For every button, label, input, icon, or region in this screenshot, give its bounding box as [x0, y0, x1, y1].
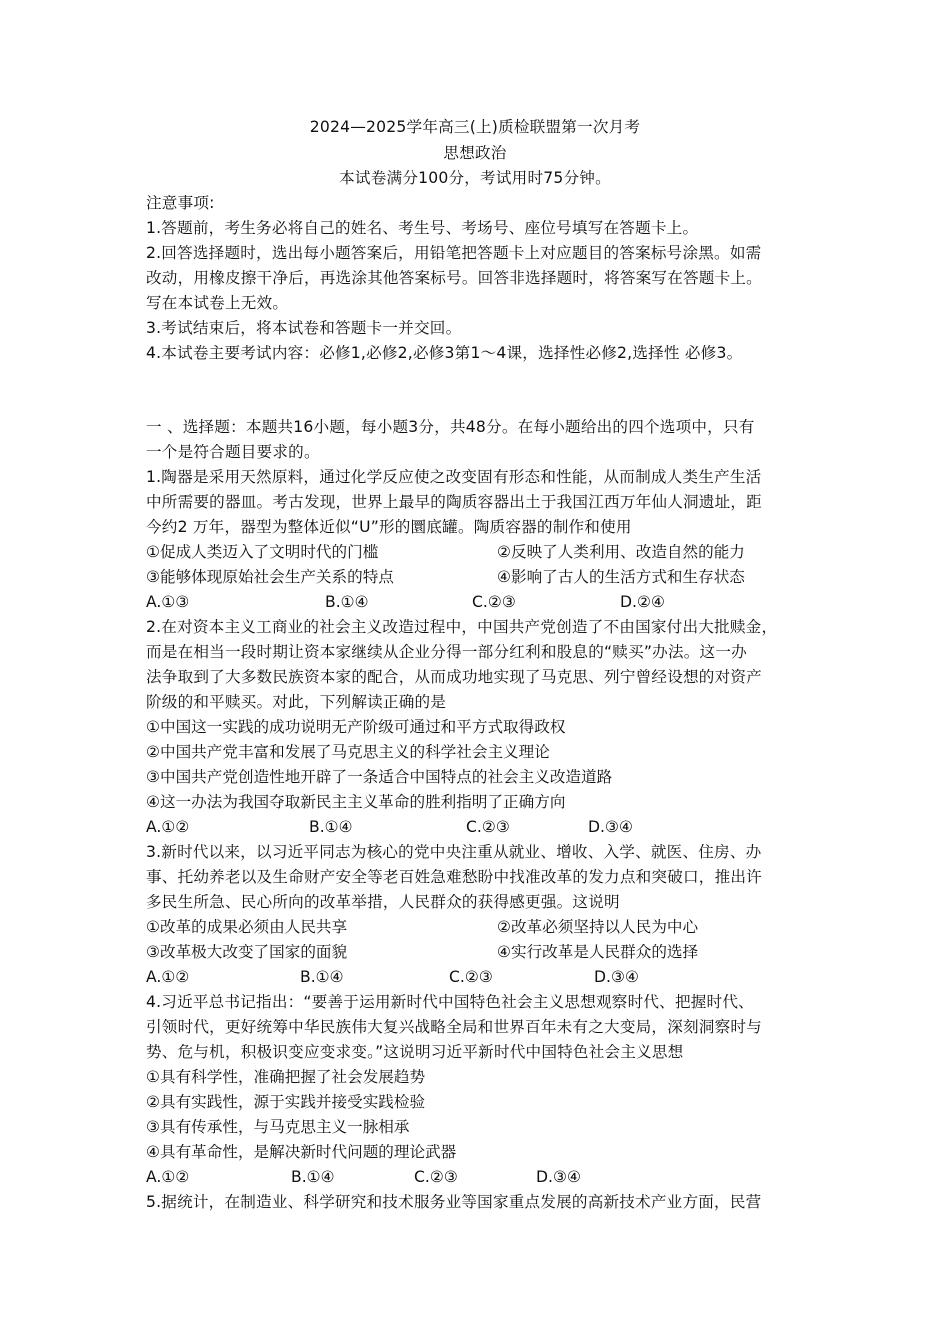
note-line: 4.本试卷主要考试内容：必修1,必修2,必修3第1～4课，选择性必修2,选择性 必修3。 [146, 344, 743, 362]
statement-4: ④具有革命性，是解决新时代问题的理论武器 [146, 1143, 457, 1161]
option-a: A.①② [146, 1168, 190, 1186]
statement-3: ③中国共产党创造性地开辟了一条适合中国特点的社会主义改造道路 [146, 768, 613, 786]
note-line: 3.考试结束后，将本试卷和答题卡一并交回。 [146, 319, 462, 337]
exam-title: 2024—2025学年高三(上)质检联盟第一次月考 [309, 118, 641, 136]
question-stem: 法争取到了大多数民族资本家的配合，从而成功地实现了马克思、列宁曾经设想的对资产 [146, 668, 762, 686]
statement-3: ③改革极大改变了国家的面貌 [146, 943, 348, 961]
statement-2: ②改革必须坚持以人民为中心 [497, 918, 699, 936]
statement-2: ②反映了人类利用、改造自然的能力 [497, 543, 745, 561]
option-b: B.①④ [291, 1168, 335, 1186]
note-line: 2.回答选择题时，选出每小题答案后，用铅笔把答题卡上对应题目的答案标号涂黑。如需 [146, 244, 762, 262]
statement-3: ③具有传承性，与马克思主义一脉相承 [146, 1118, 410, 1136]
option-c: C.②③ [449, 968, 493, 986]
exam-info: 本试卷满分100分，考试用时75分钟。 [339, 169, 611, 187]
statement-4: ④实行改革是人民群众的选择 [497, 943, 699, 961]
question-stem: 势、危与机，积极识变应变求变。”这说明习近平新时代中国特色社会主义思想 [146, 1043, 684, 1061]
statement-1: ①改革的成果必须由人民共享 [146, 918, 348, 936]
statement-1: ①具有科学性，准确把握了社会发展趋势 [146, 1068, 426, 1086]
option-a: A.①③ [146, 593, 190, 611]
question-stem: 1.陶器是采用天然原料，通过化学反应使之改变固有形态和性能，从而制成人类生产生活 [146, 468, 762, 486]
note-line: 写在本试卷上无效。 [146, 294, 289, 312]
statement-4: ④这一办法为我国夺取新民主主义革命的胜利指明了正确方向 [146, 793, 566, 811]
note-line: 改动，用橡皮擦干净后，再选涂其他答案标号。回答非选择题时，将答案写在答题卡上。 [146, 269, 762, 287]
question-stem: 今约2 万年，器型为整体近似“U”形的圜底罐。陶质容器的制作和使用 [146, 518, 632, 536]
option-b: B.①④ [309, 818, 353, 836]
note-line: 1.答题前，考生务必将自己的姓名、考生号、考场号、座位号填写在答题卡上。 [146, 219, 699, 237]
option-c: C.②③ [466, 818, 510, 836]
section-instruction: 一 、选择题：本题共16小题，每小题3分，共48分。在每小题给出的四个选项中，只有 [146, 418, 755, 436]
notes-heading: 注意事项: [146, 194, 215, 212]
question-stem: 多民生所急、民心所向的改革举措，人民群众的获得感更强。这说明 [146, 893, 620, 911]
statement-1: ①促成人类迈入了文明时代的门槛 [146, 543, 379, 561]
statement-1: ①中国这一实践的成功说明无产阶级可通过和平方式取得政权 [146, 718, 566, 736]
statement-3: ③能够体现原始社会生产关系的特点 [146, 568, 394, 586]
option-a: A.①② [146, 968, 190, 986]
option-d: D.③④ [594, 968, 639, 986]
option-a: A.①② [146, 818, 190, 836]
question-stem: 3.新时代以来，以习近平同志为核心的党中央注重从就业、增收、入学、就医、住房、办 [146, 843, 762, 861]
option-b: B.①④ [325, 593, 369, 611]
question-stem: 事、托幼养老以及生命财产安全等老百姓急难愁盼中找准改革的发力点和突破口，推出许 [146, 868, 762, 886]
option-d: D.③④ [588, 818, 633, 836]
question-stem: 中所需要的器皿。考古发现，世界上最早的陶质容器出土于我国江西万年仙人洞遗址，距 [146, 493, 762, 511]
option-c: C.②③ [472, 593, 516, 611]
statement-2: ②中国共产党丰富和发展了马克思主义的科学社会主义理论 [146, 743, 550, 761]
option-b: B.①④ [300, 968, 344, 986]
option-d: D.③④ [536, 1168, 581, 1186]
question-stem: 5.据统计，在制造业、科学研究和技术服务业等国家重点发展的高新技术产业方面，民营 [146, 1193, 762, 1211]
option-c: C.②③ [414, 1168, 458, 1186]
question-stem: 4.习近平总书记指出：“要善于运用新时代中国特色社会主义思想观察时代、把握时代、 [146, 993, 754, 1011]
statement-4: ④影响了古人的生活方式和生存状态 [497, 568, 745, 586]
option-d: D.②④ [620, 593, 665, 611]
question-stem: 而是在相当一段时期让资本家继续从企业分得一部分红利和股息的“赎买”办法。这一办 [146, 643, 747, 661]
question-stem: 引领时代，更好统筹中华民族伟大复兴战略全局和世界百年未有之大变局，深刻洞察时与 [146, 1018, 762, 1036]
question-stem: 2.在对资本主义工商业的社会主义改造过程中，中国共产党创造了不由国家付出大批赎金， [146, 618, 778, 636]
statement-2: ②具有实践性，源于实践并接受实践检验 [146, 1093, 426, 1111]
subject-title: 思想政治 [443, 144, 507, 162]
section-instruction: 一个是符合题目要求的。 [146, 443, 320, 461]
question-stem: 阶级的和平赎买。对此，下列解读正确的是 [146, 693, 447, 711]
